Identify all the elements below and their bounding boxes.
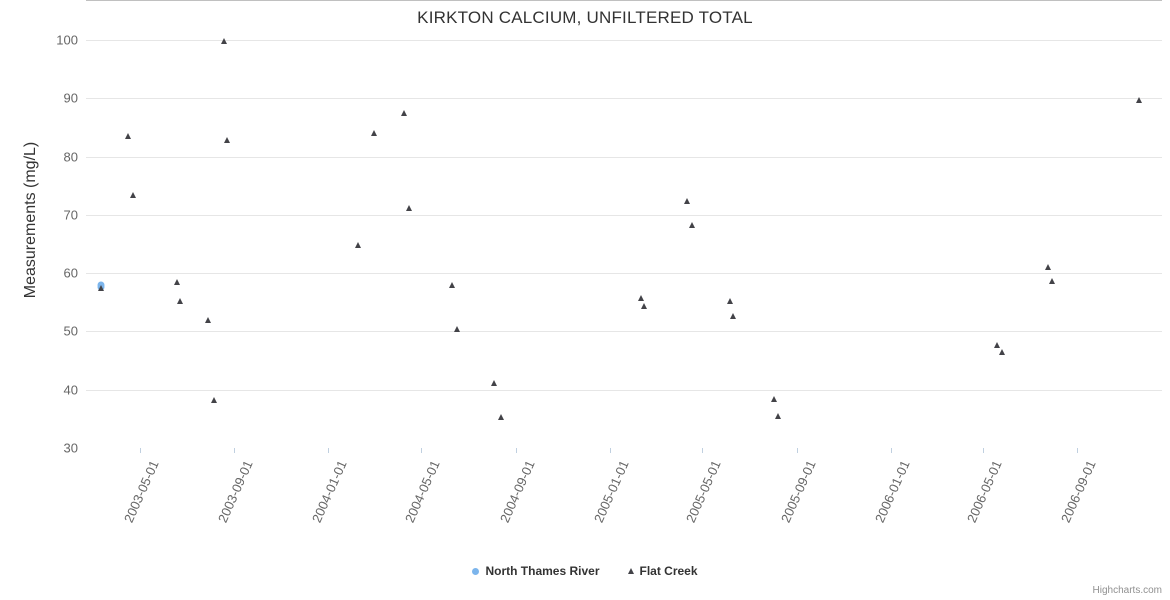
- data-point[interactable]: [98, 285, 104, 291]
- x-axis-tick-mark: [983, 448, 984, 453]
- gridline: [86, 98, 1162, 99]
- data-point[interactable]: [130, 192, 136, 198]
- y-axis-tick-label: 70: [63, 207, 78, 223]
- legend-label: North Thames River: [485, 564, 600, 579]
- y-axis-tick-label: 80: [63, 149, 78, 165]
- plot-area: [86, 40, 1162, 448]
- x-axis-tick-mark: [702, 448, 703, 453]
- data-point[interactable]: [641, 303, 647, 309]
- y-axis-ticks: [0, 32, 78, 456]
- x-axis-tick-mark: [234, 448, 235, 453]
- x-axis-tick-mark: [891, 448, 892, 453]
- data-point[interactable]: [221, 38, 227, 44]
- x-axis-tick-mark: [140, 448, 141, 453]
- chart-legend[interactable]: [0, 563, 1170, 578]
- x-axis-tick-label: 2005-05-01: [683, 458, 724, 525]
- data-point[interactable]: [125, 133, 131, 139]
- x-axis-tick-label: 2004-05-01: [402, 458, 444, 525]
- data-point[interactable]: [224, 137, 230, 143]
- data-point[interactable]: [174, 279, 180, 285]
- x-axis-tick-label: 2005-01-01: [590, 458, 632, 525]
- data-point[interactable]: [775, 413, 781, 419]
- chart-title: KIRKTON CALCIUM, UNFILTERED TOTAL: [417, 8, 753, 27]
- data-point[interactable]: [406, 205, 412, 211]
- legend-label: Flat Creek: [639, 564, 698, 579]
- y-axis-tick-label: 30: [63, 440, 78, 456]
- legend-item[interactable]: [628, 563, 698, 578]
- gridline: [86, 157, 1162, 158]
- gridline: [86, 273, 1162, 274]
- x-axis-tick-mark: [516, 448, 517, 453]
- data-point[interactable]: [994, 342, 1000, 348]
- data-point[interactable]: [449, 282, 455, 288]
- y-axis-tick-label: 50: [63, 323, 78, 339]
- x-axis-tick-mark: [1077, 448, 1078, 453]
- data-point[interactable]: [371, 130, 377, 136]
- x-axis-ticks: [86, 452, 1162, 562]
- y-axis-tick-label: 60: [63, 265, 78, 281]
- data-point[interactable]: [638, 295, 644, 301]
- y-axis-tick-label: 90: [63, 90, 78, 106]
- gridline: [86, 40, 1162, 41]
- data-point[interactable]: [454, 326, 460, 332]
- x-axis-tick-label: 2004-01-01: [309, 458, 350, 525]
- data-point[interactable]: [401, 110, 407, 116]
- data-point[interactable]: [491, 380, 497, 386]
- x-axis-tick-label: 2006-09-01: [1058, 458, 1100, 525]
- data-point[interactable]: [689, 222, 695, 228]
- y-axis-tick-label: 100: [56, 32, 78, 48]
- data-point[interactable]: [177, 298, 183, 304]
- credits-label[interactable]: Highcharts.com: [1092, 585, 1162, 596]
- data-point[interactable]: [498, 414, 504, 420]
- x-axis-tick-mark: [610, 448, 611, 453]
- data-point[interactable]: [999, 349, 1005, 355]
- x-axis-tick-label: 2006-01-01: [871, 458, 913, 525]
- legend-triangle-icon: [628, 568, 634, 574]
- x-axis-tick-label: 2003-09-01: [215, 458, 257, 525]
- gridline: [86, 331, 1162, 332]
- data-point[interactable]: [205, 317, 211, 323]
- gridline: [86, 390, 1162, 391]
- x-axis-tick-mark: [421, 448, 422, 453]
- legend-circle-icon: [472, 568, 479, 575]
- x-axis-tick-label: 2005-09-01: [777, 458, 819, 525]
- data-point[interactable]: [730, 313, 736, 319]
- data-point[interactable]: [684, 198, 690, 204]
- data-point[interactable]: [771, 396, 777, 402]
- data-point[interactable]: [1136, 97, 1142, 103]
- x-axis-tick-label: 2006-05-01: [963, 458, 1005, 525]
- data-point[interactable]: [211, 397, 217, 403]
- data-point[interactable]: [1045, 264, 1051, 270]
- y-axis-tick-label: 40: [63, 382, 78, 398]
- legend-item[interactable]: [472, 563, 599, 578]
- data-point[interactable]: [727, 298, 733, 304]
- x-axis-tick-mark: [328, 448, 329, 453]
- data-point[interactable]: [355, 242, 361, 248]
- y-axis-title: Measurements (mg/L): [22, 141, 39, 299]
- x-axis-tick-mark: [797, 448, 798, 453]
- x-axis-tick-label: 2004-09-01: [496, 458, 538, 525]
- data-point[interactable]: [1049, 278, 1055, 284]
- gridline: [86, 215, 1162, 216]
- x-axis-tick-label: 2003-05-01: [120, 458, 162, 525]
- x-axis-line: [86, 0, 1162, 1]
